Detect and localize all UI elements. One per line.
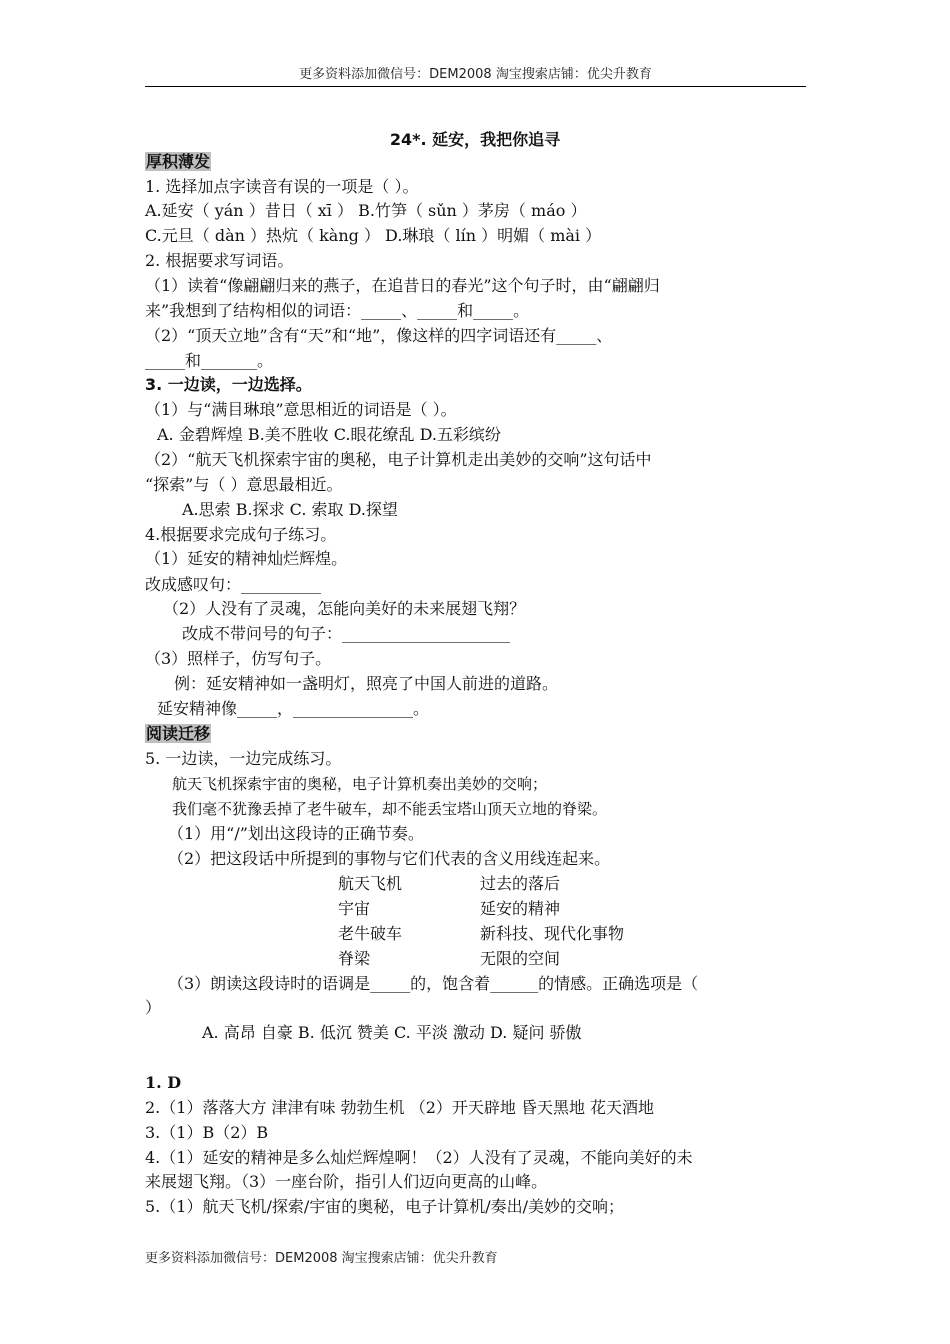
q3-sub2-line2: “探索”与（ ）意思最相近。	[145, 475, 343, 494]
q1-options-cd: C.元旦（ dàn ）热炕（ kàng ） D.琳琅（ lín ）明媚（ mài ）	[145, 226, 602, 245]
q4-example: 例：延安精神如一盏明灯，照亮了中国人前进的道路。	[174, 674, 559, 693]
q4-sub1: （1）延安的精神灿烂辉煌。	[145, 549, 348, 568]
q3-sub1-options: A. 金碧辉煌 B.美不胜收 C.眼花缭乱 D.五彩缤纷	[157, 425, 501, 444]
q3-sub1: （1）与“满目琳琅”意思相近的词语是（ ）。	[145, 400, 457, 419]
q4-sub2-task: 改成不带问号的句子：_____________________	[182, 624, 511, 643]
match-left-item: 宇宙	[338, 899, 371, 918]
match-right-item: 无限的空间	[480, 949, 561, 968]
match-right-item: 新科技、现代化事物	[480, 924, 625, 943]
match-left-item: 航天飞机	[338, 874, 403, 893]
match-left-item: 老牛破车	[338, 924, 403, 943]
q3-stem: 3. 一边读，一边选择。	[145, 375, 312, 394]
q2-stem: 2. 根据要求写词语。	[145, 251, 294, 270]
q2-part1-line1: （1）读着“像翩翩归来的燕子，在追昔日的春光”这个句子时，由“翩翩归	[145, 276, 660, 295]
q2-part2-line2: _____和_______。	[145, 351, 274, 370]
poem-line-1: 航天飞机探索宇宙的奥秘，电子计算机奏出美妙的交响；	[172, 775, 548, 793]
section-heading-1	[145, 152, 211, 172]
section-label: 厚积薄发	[146, 152, 211, 171]
page-title: 24*. 延安，我把你追寻	[389, 130, 561, 149]
q1-stem: 1. 选择加点字读音有误的一项是（ ）。	[145, 177, 419, 196]
page-footer: 更多资料添加微信号：DEM2008 淘宝搜索店铺：优尖升教育	[145, 1251, 498, 1266]
q5-stem: 5. 一边读，一边完成练习。	[145, 749, 342, 768]
answer-2: 2.（1）落落大方 津津有味 勃勃生机 （2）开天辟地 昏天黑地 花天酒地	[145, 1098, 655, 1117]
q5-sub3-line2: ）	[145, 998, 162, 1017]
q1-options-ab: A.延安（ yán ）昔日（ xī ） B.竹笋（ sǔn ）茅房（ máo ）	[145, 201, 587, 220]
section-label: 阅读迁移	[146, 724, 211, 743]
page-header: 更多资料添加微信号：DEM2008 淘宝搜索店铺：优尖升教育	[299, 67, 652, 82]
q5-sub3-options: A. 高昂 自豪 B. 低沉 赞美 C. 平淡 激动 D. 疑问 骄傲	[202, 1023, 582, 1042]
q4-sub1-task: 改成感叹句：__________	[145, 575, 322, 594]
match-right-item: 过去的落后	[480, 874, 561, 893]
answer-1: 1. D	[145, 1073, 182, 1092]
match-left-item: 脊梁	[338, 949, 371, 968]
q2-part2-line1: （2）“顶天立地”含有“天”和“地”，像这样的四字词语还有_____、	[145, 326, 613, 345]
q4-stem: 4.根据要求完成句子练习。	[145, 525, 337, 544]
q3-sub2-line1: （2）“航天飞机探索宇宙的奥秘，电子计算机走出美妙的交响”这句话中	[145, 450, 652, 469]
poem-line-2: 我们毫不犹豫丢掉了老牛破车，却不能丢宝塔山顶天立地的脊梁。	[172, 800, 608, 818]
match-right-item: 延安的精神	[480, 899, 561, 918]
q3-sub2-options: A.思索 B.探求 C. 索取 D.探望	[182, 500, 398, 519]
answer-4-line2: 来展翅飞翔。（3）一座台阶，指引人们迈向更高的山峰。	[145, 1172, 548, 1191]
answer-3: 3.（1）B（2）B	[145, 1123, 269, 1142]
q2-part1-line2: 来”我想到了结构相似的词语：_____、_____和_____。	[145, 301, 530, 320]
q5-sub3-line1: （3）朗读这段诗时的语调是_____的，饱含着______的情感。正确选项是（	[168, 974, 699, 993]
q4-sub2: （2）人没有了灵魂，怎能向美好的未来展翅飞翔？	[163, 599, 526, 618]
answer-4-line1: 4.（1）延安的精神是多么灿烂辉煌啊！（2）人没有了灵魂，不能向美好的未	[145, 1148, 693, 1167]
answer-5: 5.（1）航天飞机/探索/宇宙的奥秘，电子计算机/奏出/美妙的交响；	[145, 1197, 625, 1216]
header-divider	[145, 86, 806, 87]
section-heading-2	[145, 724, 211, 744]
q5-sub2: （2）把这段话中所提到的事物与它们代表的含义用线连起来。	[168, 849, 611, 868]
q4-sub3: （3）照样子，仿写句子。	[145, 649, 332, 668]
q5-sub1: （1）用“/”划出这段诗的正确节奏。	[168, 824, 424, 843]
q4-task: 延安精神像_____，_______________。	[157, 699, 430, 718]
